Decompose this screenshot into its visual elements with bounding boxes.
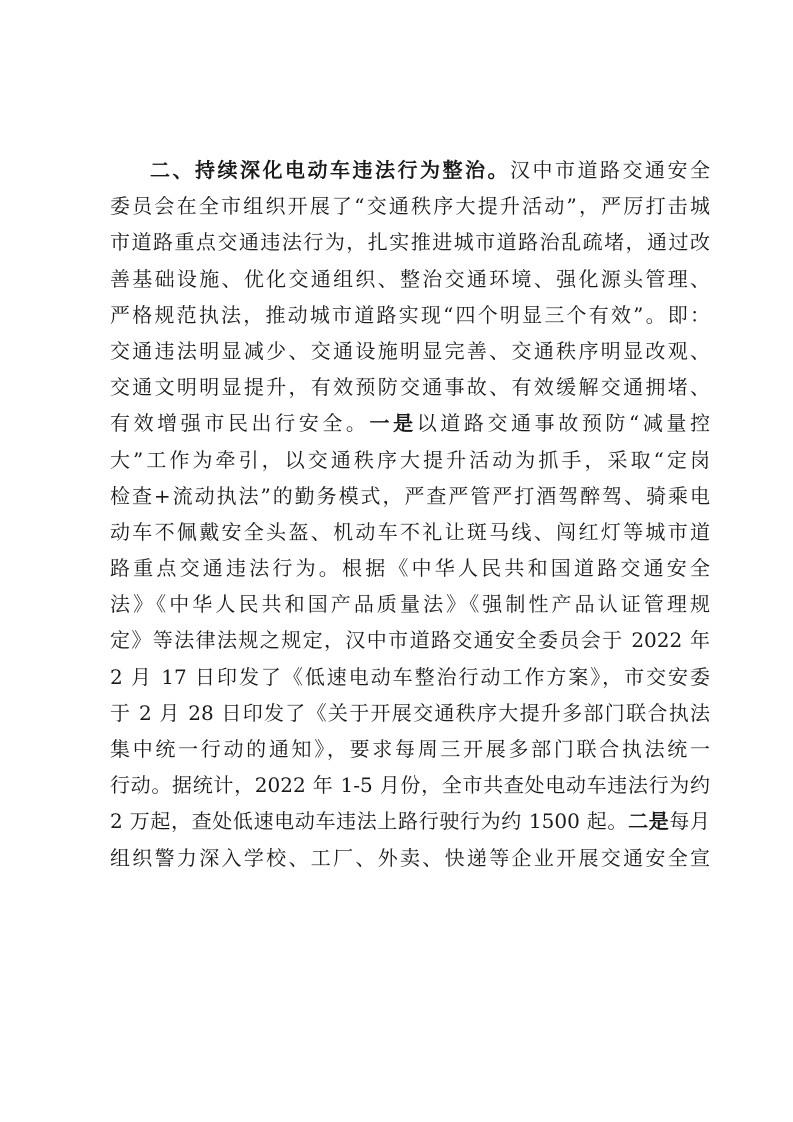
line-text: 每月	[669, 809, 710, 834]
section-body	[110, 152, 710, 876]
section-heading: 二、持续深化电动车违法行为整治。	[150, 158, 510, 182]
paragraph-line: 大”工作为牵引，以交通秩序大提升活动为抓手，采取“定岗	[110, 447, 710, 472]
line-text: 以道路交通事故预防“减量控	[416, 411, 710, 436]
paragraph-line: 2 月 17 日印发了《低速电动车整治行动工作方案》，市交安委	[110, 664, 710, 689]
paragraph-line	[110, 152, 710, 188]
paragraph-line: 市道路重点交通违法行为，扎实推进城市道路治乱疏堵，通过改	[110, 230, 710, 255]
line-text: 2 万起，查处低速电动车违法上路行驶行为约 1500 起。	[110, 809, 629, 834]
paragraph-line: 善基础设施、优化交通组织、整治交通环境、强化源头管理、	[110, 266, 710, 291]
paragraph-line: 于 2 月 28 日印发了《关于开展交通秩序大提升多部门联合执法	[110, 700, 710, 725]
paragraph-line: 交通文明明显提升，有效预防交通事故、有效缓解交通拥堵、	[110, 375, 710, 400]
paragraph-line: 动车不佩戴安全头盔、机动车不礼让斑马线、闯红灯等城市道	[110, 519, 710, 544]
paragraph-line: 集中统一行动的通知》，要求每周三开展多部门联合执法统一	[110, 737, 710, 761]
point-marker-one: 一是	[369, 411, 417, 436]
point-marker-two: 二是	[628, 809, 670, 834]
paragraph-line: 法》《中华人民共和国产品质量法》《强制性产品认证管理规	[110, 592, 710, 617]
paragraph-line: 委员会在全市组织开展了“交通秩序大提升活动”，严厉打击城	[110, 194, 710, 219]
paragraph-line: 组织警力深入学校、工厂、外卖、快递等企业开展交通安全宣	[110, 845, 710, 870]
paragraph-line: 行动。据统计，2022 年 1-5 月份，全市共查处电动车违法行为约	[110, 773, 710, 798]
line-text: 汉中市道路交通安全	[510, 158, 710, 182]
paragraph-line: 交通违法明显减少、交通设施明显完善、交通秩序明显改观、	[110, 338, 710, 363]
line-text: 有效增强市民出行安全。	[110, 411, 370, 436]
paragraph-line	[110, 405, 710, 441]
paragraph-line: 严格规范执法，推动城市道路实现“四个明显三个有效”。即：	[110, 302, 710, 327]
paragraph-line	[110, 803, 710, 839]
paragraph-line: 检查+流动执法”的勤务模式，严查严管严打酒驾醉驾、骑乘电	[110, 483, 710, 508]
paragraph-line: 路重点交通违法行为。根据《中华人民共和国道路交通安全	[110, 556, 710, 581]
paragraph-line: 定》等法律法规之规定，汉中市道路交通安全委员会于 2022 年	[110, 628, 710, 653]
